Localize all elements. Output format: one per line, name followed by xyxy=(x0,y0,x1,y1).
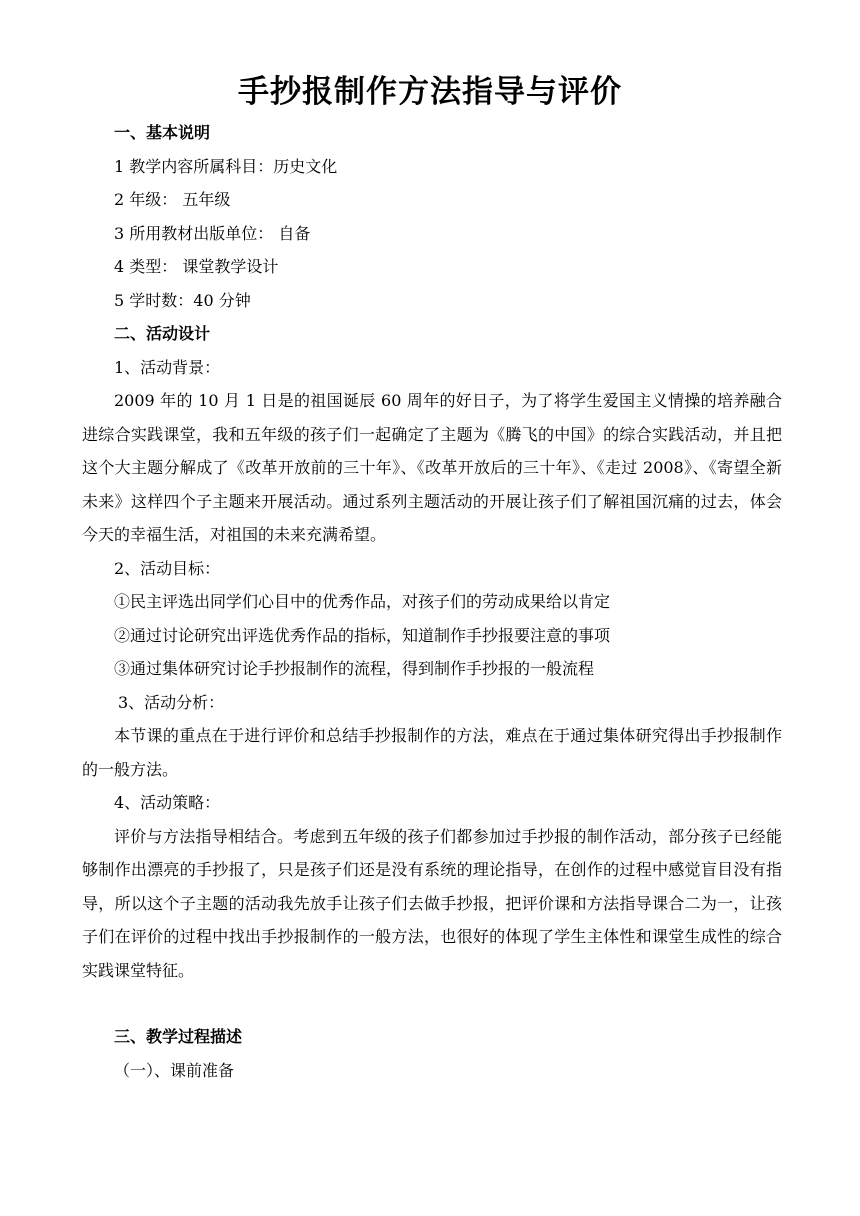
section-heading-process: 三、教学过程描述 xyxy=(114,1027,243,1046)
goals-heading: 2、活动目标： xyxy=(114,558,221,578)
section-heading-activity: 二、活动设计 xyxy=(114,324,211,343)
strategy-paragraph: 评价与方法指导相结合。考虑到五年级的孩子们都参加过手抄报的制作活动，部分孩子已经能够制作出漂亮的手抄报了，只是孩子们还是没有系统的理论指导，在创作的过程中感觉盲目没有指导，所以这个子主题的活动我先放手让孩子们去做手抄报，把评价课和方法指导课合二为一，让孩子们在评价的过程中找出手抄报制作的一般方法，也很好的体现了学生主体性和课堂生成性的综合实践课堂特征。 xyxy=(82,826,782,980)
process-subheading-preparation: （一）、课前准备 xyxy=(114,1060,235,1080)
basic-item-publisher: 3 所用教材出版单位： 自备 xyxy=(114,223,311,243)
analysis-heading: 3、活动分析： xyxy=(118,692,225,712)
goal-item-3: ③通过集体研究讨论手抄报制作的流程，得到制作手抄报的一般流程 xyxy=(114,659,595,678)
section-spacer xyxy=(82,987,782,1020)
strategy-heading: 4、活动策略： xyxy=(114,793,221,812)
document-title: 手抄报制作方法指导与评价 xyxy=(238,74,622,110)
basic-item-hours: 5 学时数：40 分钟 xyxy=(114,290,251,310)
background-heading: 1、活动背景： xyxy=(114,357,221,377)
document-body xyxy=(82,116,782,1087)
analysis-paragraph: 本节课的重点在于进行评价和总结手抄报制作的方法，难点在于通过集体研究得出手抄报制作的一般方法。 xyxy=(82,726,782,779)
basic-item-grade: 2 年级： 五年级 xyxy=(114,190,231,209)
basic-item-subject: 1 教学内容所属科目：历史文化 xyxy=(114,156,338,176)
background-paragraph: 2009 年的 10 月 1 日是的祖国诞辰 60 周年的好日子，为了将学生爱国主义情操的培养融合进综合实践课堂，我和五年级的孩子们一起确定了主题为《腾飞的中国》的综合实践活动，并且把这个大主题分解成了《改革开放前的三十年》、《改革开放后的三十年》、《走过 2008》、《寄望全新未来》这样四个子主题来开展活动。通过系列主题活动的开展让孩子们了解祖国沉痛的过去，体会今天的幸福生活，对祖国的未来充满希望。 xyxy=(82,391,782,544)
section-heading-basic: 一、基本说明 xyxy=(114,123,211,142)
goal-item-1: ①民主评选出同学们心目中的优秀作品，对孩子们的劳动成果给以肯定 xyxy=(114,592,611,611)
basic-item-type: 4 类型： 课堂教学设计 xyxy=(114,257,279,276)
goal-item-2: ②通过讨论研究出评选优秀作品的指标，知道制作手抄报要注意的事项 xyxy=(114,625,611,645)
